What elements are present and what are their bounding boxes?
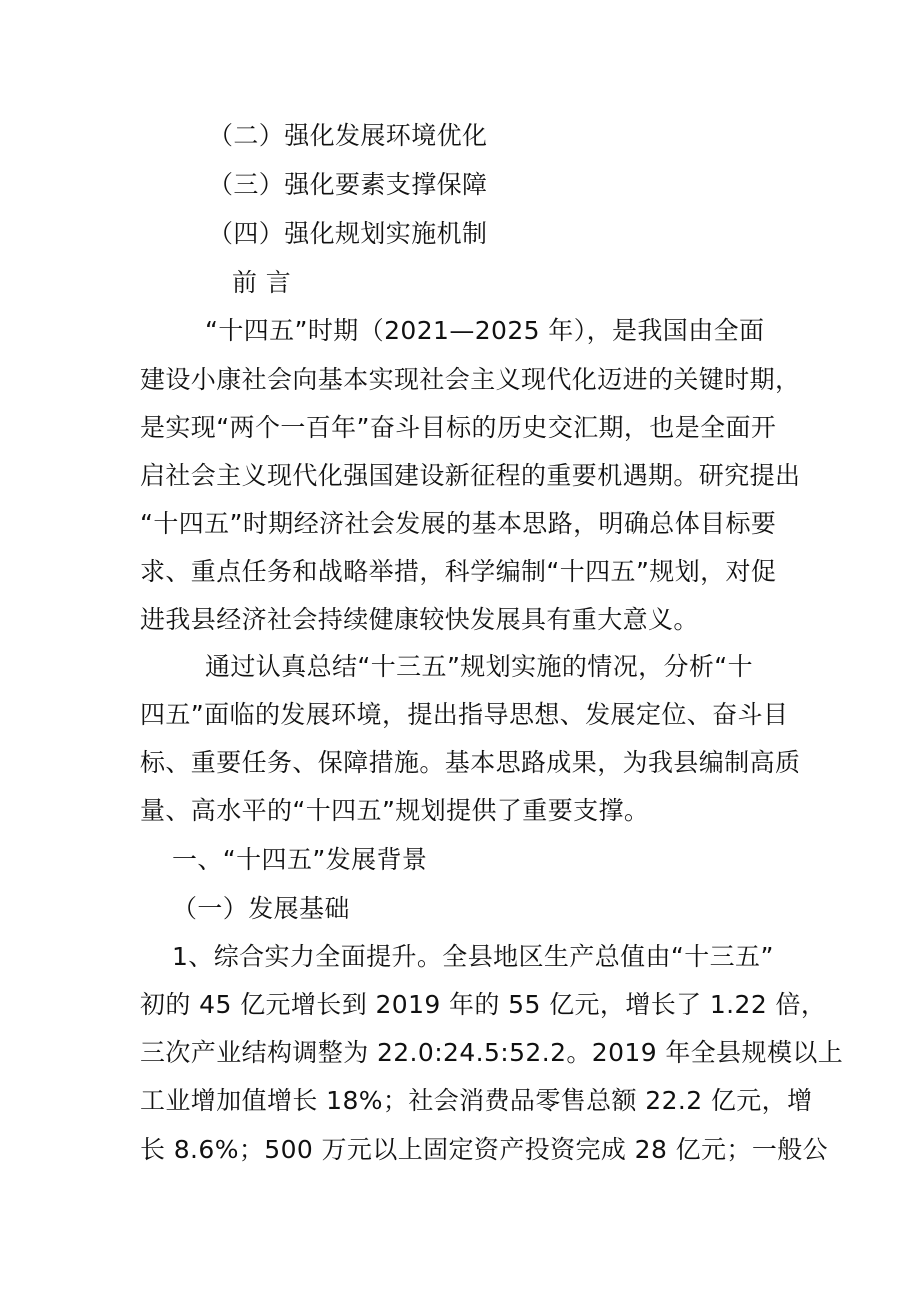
paragraph-line: 工业增加值增长 18%；社会消费品零售总额 22.2 亿元，增 bbox=[140, 1086, 813, 1115]
paragraph-line: 长 8.6%；500 万元以上固定资产投资完成 28 亿元；一般公 bbox=[140, 1135, 829, 1164]
paragraph-line: 建设小康社会向基本实现社会主义现代化迈进的关键时期， bbox=[140, 365, 801, 394]
paragraph-line: 四五”面临的发展环境，提出指导思想、发展定位、奋斗目 bbox=[140, 700, 789, 729]
paragraph-line: 启社会主义现代化强国建设新征程的重要机遇期。研究提出 bbox=[140, 461, 801, 490]
paragraph-line: 初的 45 亿元增长到 2019 年的 55 亿元，增长了 1.22 倍， bbox=[140, 990, 827, 1019]
paragraph-line: 量、高水平的“十四五”规划提供了重要支撑。 bbox=[140, 796, 650, 825]
paragraph-line: 1、综合实力全面提升。全县地区生产总值由“十三五” bbox=[172, 942, 774, 971]
paragraph-line: 进我县经济社会持续健康较快发展具有重大意义。 bbox=[140, 605, 699, 634]
toc-item: （二）强化发展环境优化 bbox=[208, 121, 488, 150]
paragraph-line: 三次产业结构调整为 22.0:24.5:52.2。2019 年全县规模以上 bbox=[140, 1038, 844, 1067]
paragraph-line: “十四五”时期经济社会发展的基本思路，明确总体目标要 bbox=[140, 509, 777, 538]
paragraph-line: 是实现“两个一百年”奋斗目标的历史交汇期，也是全面开 bbox=[140, 413, 777, 442]
paragraph-line: 标、重要任务、保障措施。基本思路成果，为我县编制高质 bbox=[140, 748, 801, 777]
subsection-heading: （一）发展基础 bbox=[172, 894, 350, 923]
paragraph-line: 求、重点任务和战略举措，科学编制“十四五”规划，对促 bbox=[140, 557, 777, 586]
toc-item: （四）强化规划实施机制 bbox=[208, 219, 488, 248]
preface-title: 前 言 bbox=[232, 268, 292, 297]
paragraph-line: 通过认真总结“十三五”规划实施的情况，分析“十 bbox=[205, 652, 754, 681]
toc-item: （三）强化要素支撑保障 bbox=[208, 170, 488, 199]
paragraph-line: “十四五”时期（2021—2025 年），是我国由全面 bbox=[205, 316, 765, 345]
section-heading: 一、“十四五”发展背景 bbox=[172, 845, 428, 874]
